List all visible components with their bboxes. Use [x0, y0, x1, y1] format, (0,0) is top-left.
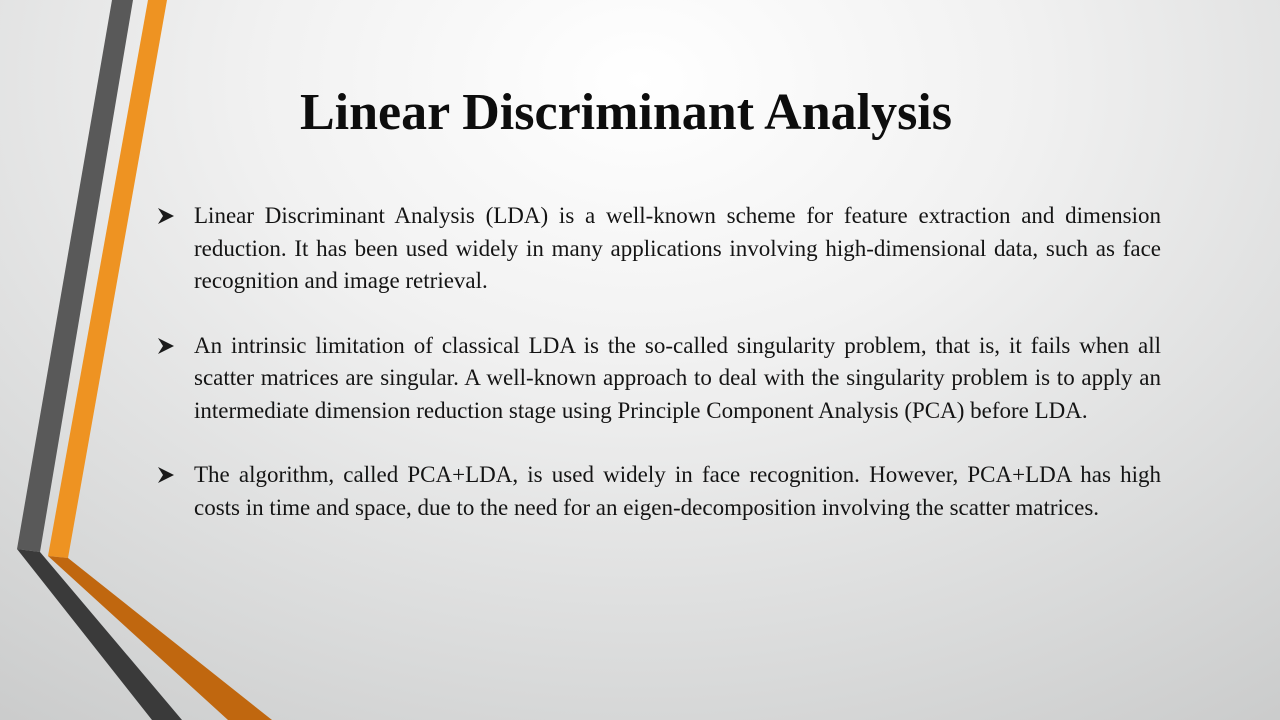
bullet-item-lda-intro	[156, 200, 1161, 298]
arrowhead-bullet-icon	[156, 465, 176, 485]
arrowhead-bullet-icon	[156, 206, 176, 226]
bullet-text: The algorithm, called PCA+LDA, is used widely in face recognition. However, PCA+LDA has high costs in time and space, due to the need for an eigen-decomposition involving the scatter matrices.	[194, 462, 1161, 520]
bullet-text: Linear Discriminant Analysis (LDA) is a well-known scheme for feature extraction and dimension reduction. It has been used widely in many applications involving high-dimensional data, such as face recognition and image retrieval.	[194, 203, 1161, 293]
bullet-item-singularity	[156, 330, 1161, 428]
bullet-item-pca-lda	[156, 459, 1161, 524]
bullet-text: An intrinsic limitation of classical LDA is the so-called singularity problem, that is, it fails when all scatter matrices are singular. A well-known approach to deal with the singularity problem is to apply an intermediate dimension reduction stage using Principle Component Analysis (PCA) before LDA.	[194, 332, 1161, 423]
slide-title: Linear Discriminant Analysis	[299, 84, 952, 141]
bullet-list	[156, 200, 1161, 556]
arrowhead-bullet-icon	[156, 336, 176, 356]
